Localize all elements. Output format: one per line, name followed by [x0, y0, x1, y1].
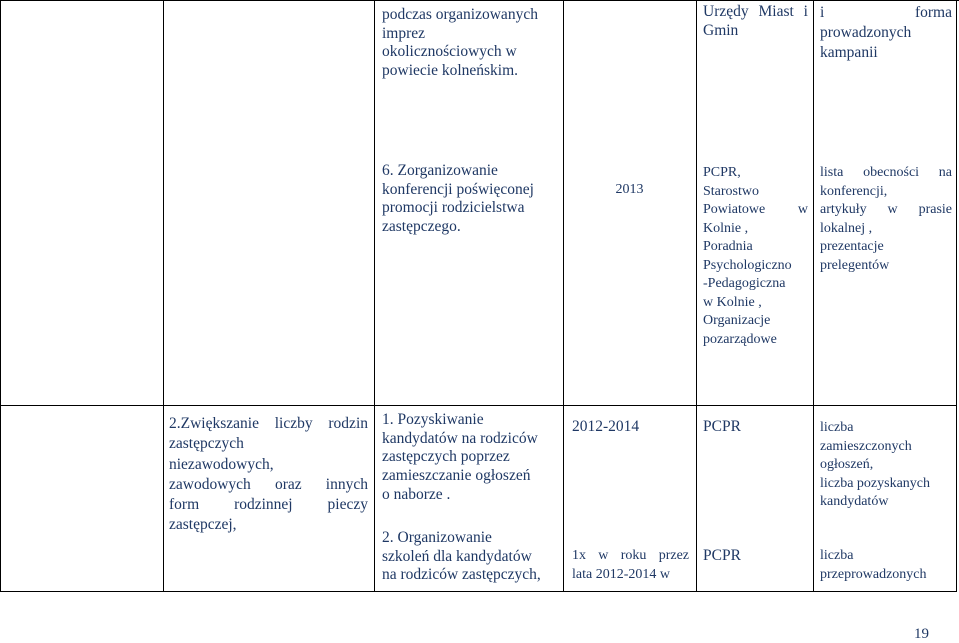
cell-who-continued: Urzędy Miast i Gmin [703, 3, 808, 39]
cell-task-6: 6. Zorganizowanie konferencji poświęconej promocji rodzicielstwa zastępczego. [382, 162, 534, 236]
table-col-divider-2 [374, 0, 375, 592]
cell-term-2-2: 1x w roku przez lata 2012-2014 w [572, 548, 689, 582]
cell-term-2-1: 2012-2014 [572, 418, 640, 435]
cell-who-6: PCPR, Starostwo Powiatowe w Kolnie , Poradnia Psychologiczno -Pedagogiczna w Kolnie , Organizacje pozarządowe [703, 165, 808, 347]
cell-who-2-1: PCPR [703, 418, 741, 435]
table-col-divider-5 [813, 0, 814, 592]
cell-year-6: 2013 [615, 182, 644, 197]
table-border-left [0, 0, 1, 592]
cell-task-2-1: 1. Pozyskiwanie kandydatów na rodziców zastępczych poprzez zamieszczanie ogłoszeń o naborze . [382, 411, 538, 503]
cell-indicator-2-1: liczba zamieszczonych ogłoszeń, liczba pozyskanych kandydatów [820, 420, 931, 509]
cell-indicator-2-2: liczba przeprowadzonych [820, 548, 927, 582]
table-border-top [0, 0, 959, 1]
cell-task-continued: podczas organizowanych imprez okolicznościowych w powiecie kolneńskim. [382, 6, 538, 80]
cell-indicator-6: lista obecności na konferencji, artykuły w prasie lokalnej , prezentacje prelegentów [820, 165, 952, 273]
table-col-divider-4 [696, 0, 697, 592]
cell-goal-2: 2.Zwiększanie liczby rodzin zastępczych niezawodowych, zawodowych oraz innych form rodzinnej pieczy zastępczej, [169, 415, 368, 534]
table-border-right [956, 0, 957, 592]
page-number: 19 [914, 626, 929, 642]
table-col-divider-1 [163, 0, 164, 592]
cell-indicator-continued: i forma prowadzonych kampanii [820, 4, 952, 61]
cell-task-2-2: 2. Organizowanie szkoleń dla kandydatów na rodziców zastępczych, [382, 529, 541, 584]
table-col-divider-3 [563, 0, 564, 592]
cell-who-2-2: PCPR [703, 547, 741, 564]
